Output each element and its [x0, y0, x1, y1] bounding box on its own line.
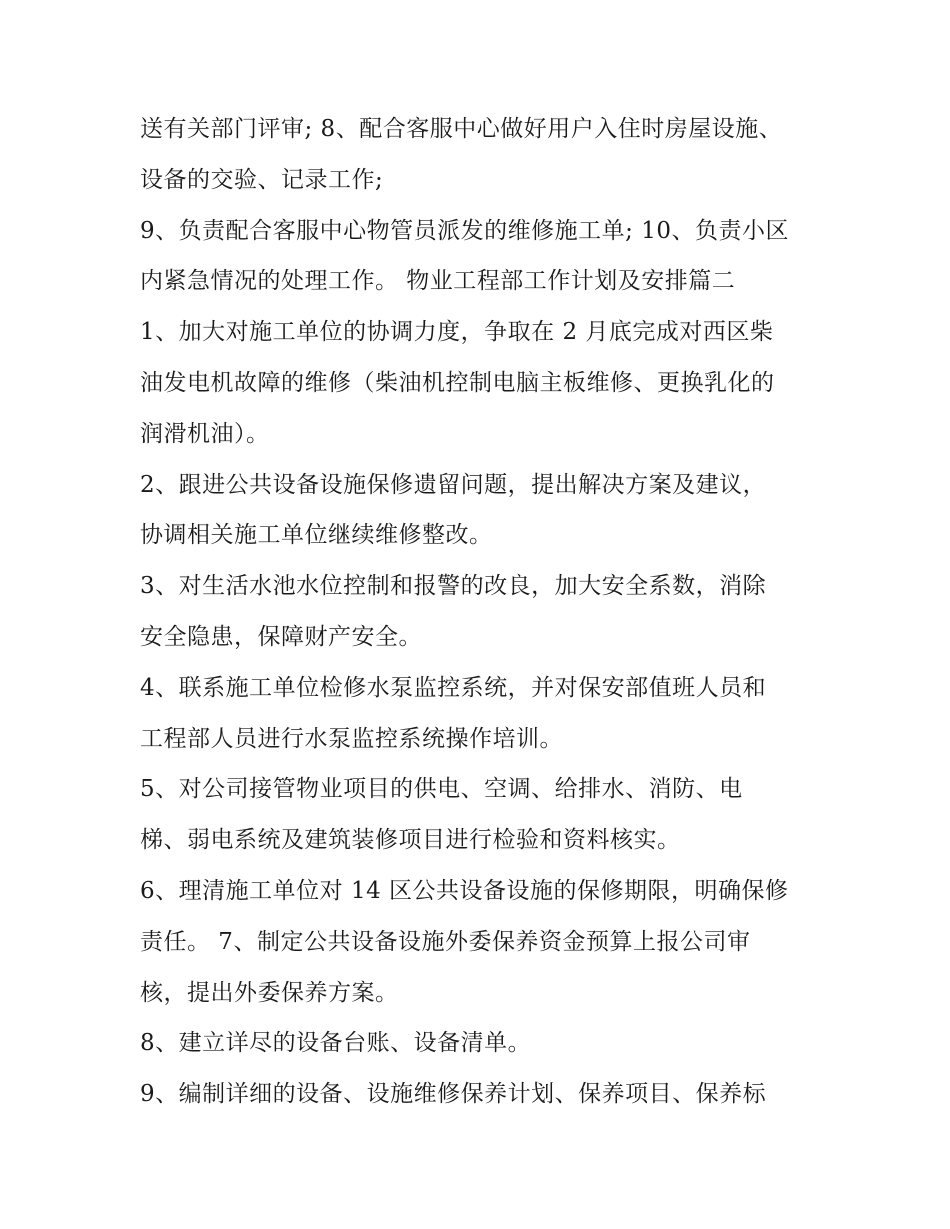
text-line: 协调相关施工单位继续维修整改。 — [140, 522, 493, 549]
text-line: 核，提出外委保养方案。 — [140, 979, 399, 1006]
text-line: 设备的交验、记录工作; — [140, 166, 384, 193]
text-line: 工程部人员进行水泵监控系统操作培训。 — [140, 725, 563, 752]
text-line: 9、编制详细的设备、设施维修保养计划、保养项目、保养标 — [140, 1081, 767, 1108]
text-line: 责任。 7、制定公共设备设施外委保养资金预算上报公司审 — [140, 928, 751, 955]
document-body — [140, 104, 820, 1120]
text-line: 润滑机油）。 — [140, 420, 270, 447]
text-line: 9、负责配合客服中心物管员派发的维修施工单; 10、负责小区 — [140, 217, 789, 244]
text-line: 内紧急情况的处理工作。 物业工程部工作计划及安排篇二 — [140, 268, 736, 295]
text-line: 5、对公司接管物业项目的供电、空调、给排水、消防、电 — [140, 776, 743, 803]
text-line: 1、加大对施工单位的协调力度，争取在 2 月底完成对西区柴 — [140, 319, 774, 346]
text-line: 4、联系施工单位检修水泵监控系统，并对保安部值班人员和 — [140, 674, 767, 701]
text-line: 油发电机故障的维修（柴油机控制电脑主板维修、更换乳化的 — [140, 369, 775, 396]
text-line: 2、跟进公共设备设施保修遗留问题，提出解决方案及建议， — [140, 471, 767, 498]
text-line: 梯、弱电系统及建筑装修项目进行检验和资料核实。 — [140, 827, 681, 854]
text-line: 送有关部门评审; 8、配合客服中心做好用户入住时房屋设施、 — [140, 116, 783, 142]
text-line: 3、对生活水池水位控制和报警的改良，加大安全系数，消除 — [140, 573, 767, 600]
text-line: 安全隐患，保障财产安全。 — [140, 623, 422, 650]
text-line: 8、建立详尽的设备台账、设备清单。 — [140, 1030, 532, 1057]
text-line: 6、理清施工单位对 14 区公共设备设施的保修期限，明确保修 — [140, 877, 789, 904]
